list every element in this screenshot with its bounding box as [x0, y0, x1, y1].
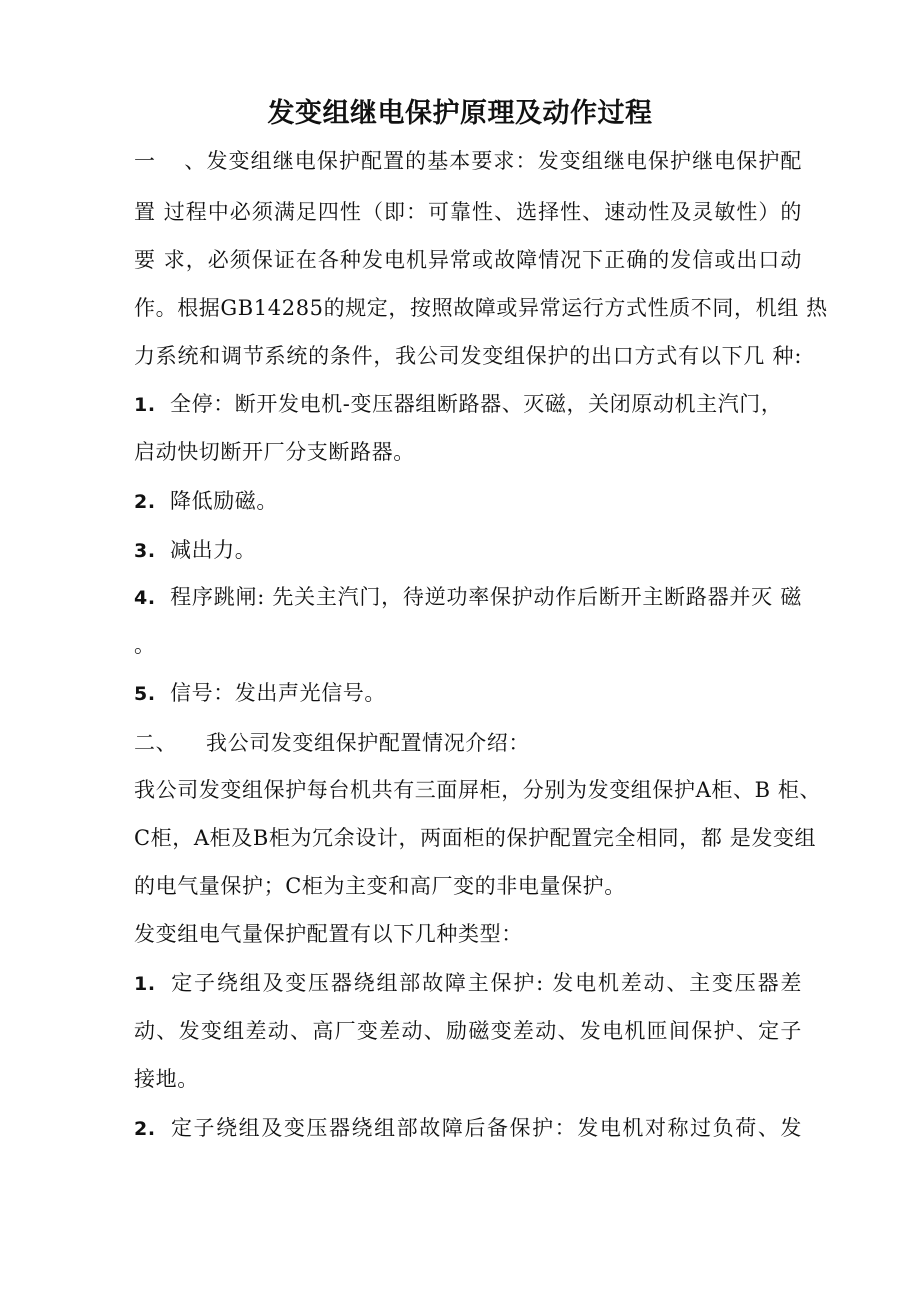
section1-line-3: 要 求，必须保证在各种发电机异常或故障情况下正确的发信或出口动	[134, 248, 802, 272]
exit-item-2-text: 降低励磁。	[170, 489, 278, 513]
exit-item-1-text: 全停：断开发电机-变压器组断路器、灭磁，关闭原动机主汽门，	[170, 392, 783, 416]
exit-item-3	[134, 535, 802, 566]
section2-line-1: 我公司发变组保护每台机共有三面屏柜，分别为发变组保护A柜、B 柜、	[134, 778, 822, 802]
type-item-2-number: 2.	[134, 1118, 156, 1140]
document-title: 发变组继电保护原理及动作过程	[267, 98, 653, 129]
section1-line-5: 力系统和调节系统的条件，我公司发变组保护的出口方式有以下几 种:	[134, 344, 802, 368]
exit-item-4-text: 程序跳闸: 先关主汽门，待逆功率保护动作后断开主断路器并灭 磁	[170, 585, 802, 609]
exit-item-1-number: 1.	[134, 394, 156, 416]
section1-line-1	[134, 146, 802, 176]
type-item-1-line-2: 动、发变组差动、高厂变差动、励磁变差动、发电机匝间保护、定子	[134, 1019, 802, 1043]
type-item-2-text-1: 定子绕组及变压器绕组部故障后备保护：发电机对称过负荷、发	[170, 1116, 802, 1140]
exit-item-4-cont: 。	[134, 633, 156, 657]
section2-heading-text: 我公司发变组保护配置情况介绍：	[206, 731, 530, 755]
exit-item-1	[134, 389, 802, 420]
exit-item-5	[134, 678, 802, 709]
exit-item-2-number: 2.	[134, 491, 156, 513]
exit-item-2	[134, 486, 802, 517]
exit-item-3-number: 3.	[134, 540, 156, 562]
section2-marker: 二、	[134, 731, 178, 755]
section2-line-3: 的电气量保护；C柜为主变和高厂变的非电量保护。	[134, 874, 626, 898]
type-item-1-text-1: 定子绕组及变压器绕组部故障主保护: 发电机差动、主变压器差	[170, 971, 802, 995]
type-item-1-line-3: 接地。	[134, 1067, 199, 1091]
exit-item-5-number: 5.	[134, 683, 156, 705]
type-item-2	[134, 1113, 802, 1144]
exit-item-5-text: 信号：发出声光信号。	[170, 681, 386, 705]
type-item-1	[134, 968, 802, 999]
exit-item-4	[134, 582, 802, 613]
exit-item-3-text: 减出力。	[170, 538, 257, 562]
section2-heading	[134, 728, 802, 758]
section1-text-1: 发变组继电保护配置的基本要求：发变组继电保护继电保护配	[206, 149, 802, 173]
types-intro: 发变组电气量保护配置有以下几种类型：	[134, 922, 523, 946]
section1-line-4: 作。根据GB14285的规定，按照故障或异常运行方式性质不同，机组 热	[134, 296, 828, 320]
exit-item-4-number: 4.	[134, 587, 156, 609]
type-item-1-number: 1.	[134, 973, 156, 995]
section2-line-2: C柜，A柜及B柜为冗余设计，两面柜的保护配置完全相同，都 是发变组	[134, 826, 817, 850]
exit-item-1-cont: 启动快切断开厂分支断路器。	[134, 440, 415, 464]
section1-line-2: 置 过程中必须满足四性（即：可靠性、选择性、速动性及灵敏性）的	[134, 200, 802, 224]
section1-marker: 一、	[134, 149, 206, 173]
